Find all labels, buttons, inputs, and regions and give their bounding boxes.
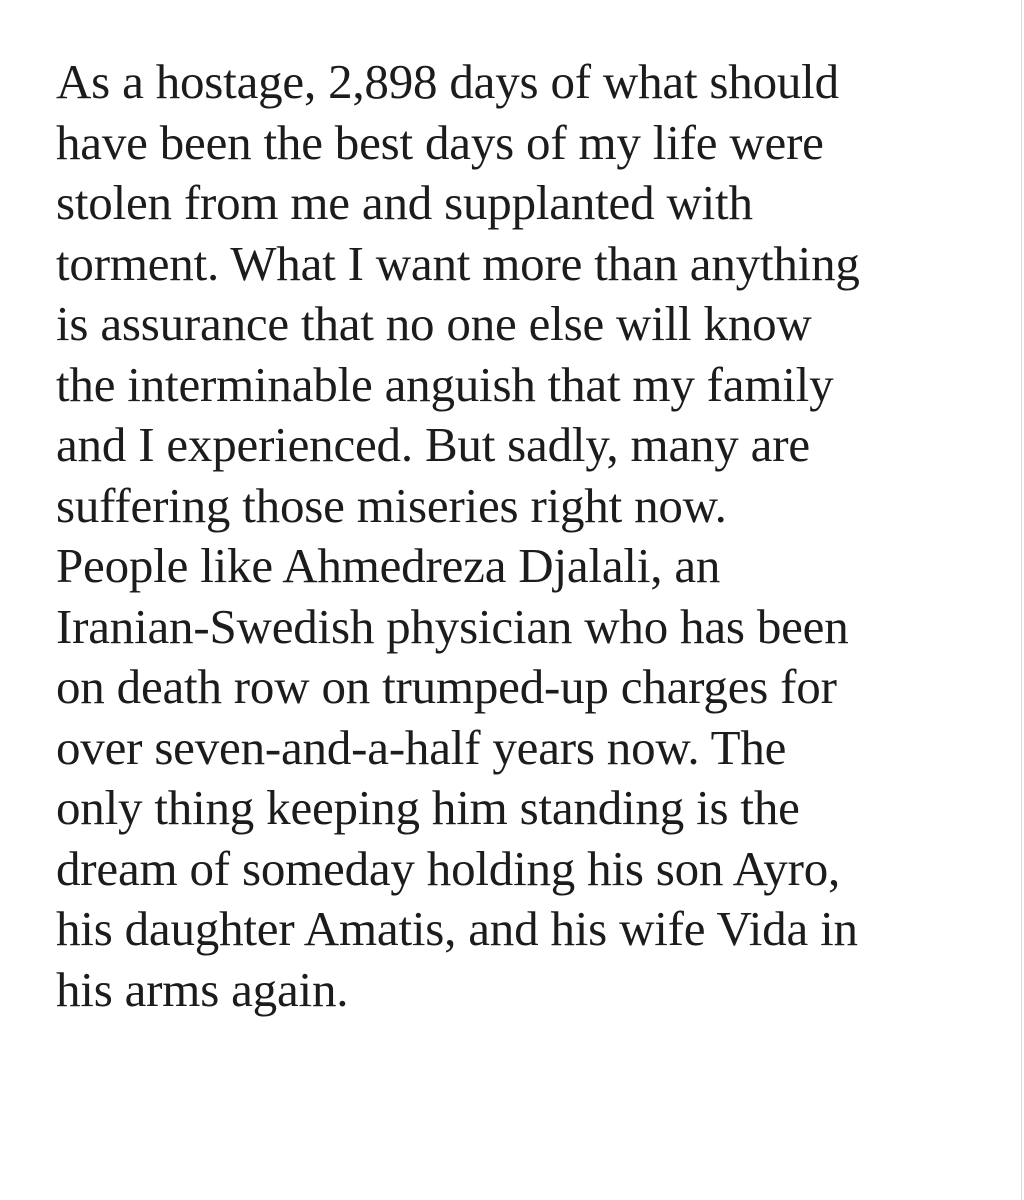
paragraph-line: torment. What I want more than anything bbox=[56, 235, 860, 291]
paragraph-line: the interminable anguish that my family bbox=[56, 356, 834, 412]
page-edge-divider bbox=[1021, 0, 1022, 1200]
paragraph-line: his daughter Amatis, and his wife Vida in bbox=[56, 901, 858, 956]
paragraph-line: dream of someday holding his son Ayro, bbox=[56, 840, 841, 896]
paragraph-line: suffering those miseries right now. bbox=[56, 477, 727, 533]
body-paragraph bbox=[56, 52, 996, 1020]
paragraph-line: have been the best days of my life were bbox=[56, 114, 824, 170]
paragraph-line: and I experienced. But sadly, many are bbox=[56, 417, 810, 472]
paragraph-line: on death row on trumped-up charges for bbox=[56, 659, 837, 714]
paragraph-line: stolen from me and supplanted with bbox=[56, 175, 753, 230]
paragraph-line: is assurance that no one else will know bbox=[56, 296, 812, 351]
paragraph-line: his arms again. bbox=[56, 961, 349, 1017]
paragraph-line: over seven-and-a-half years now. The bbox=[56, 719, 787, 775]
paragraph-line: People like Ahmedreza Djalali, an bbox=[56, 538, 721, 593]
paragraph-line: only thing keeping him standing is the bbox=[56, 780, 800, 835]
paragraph-line: Iranian-Swedish physician who has been bbox=[56, 598, 849, 654]
paragraph-line: As a hostage, 2,898 days of what should bbox=[56, 54, 839, 109]
